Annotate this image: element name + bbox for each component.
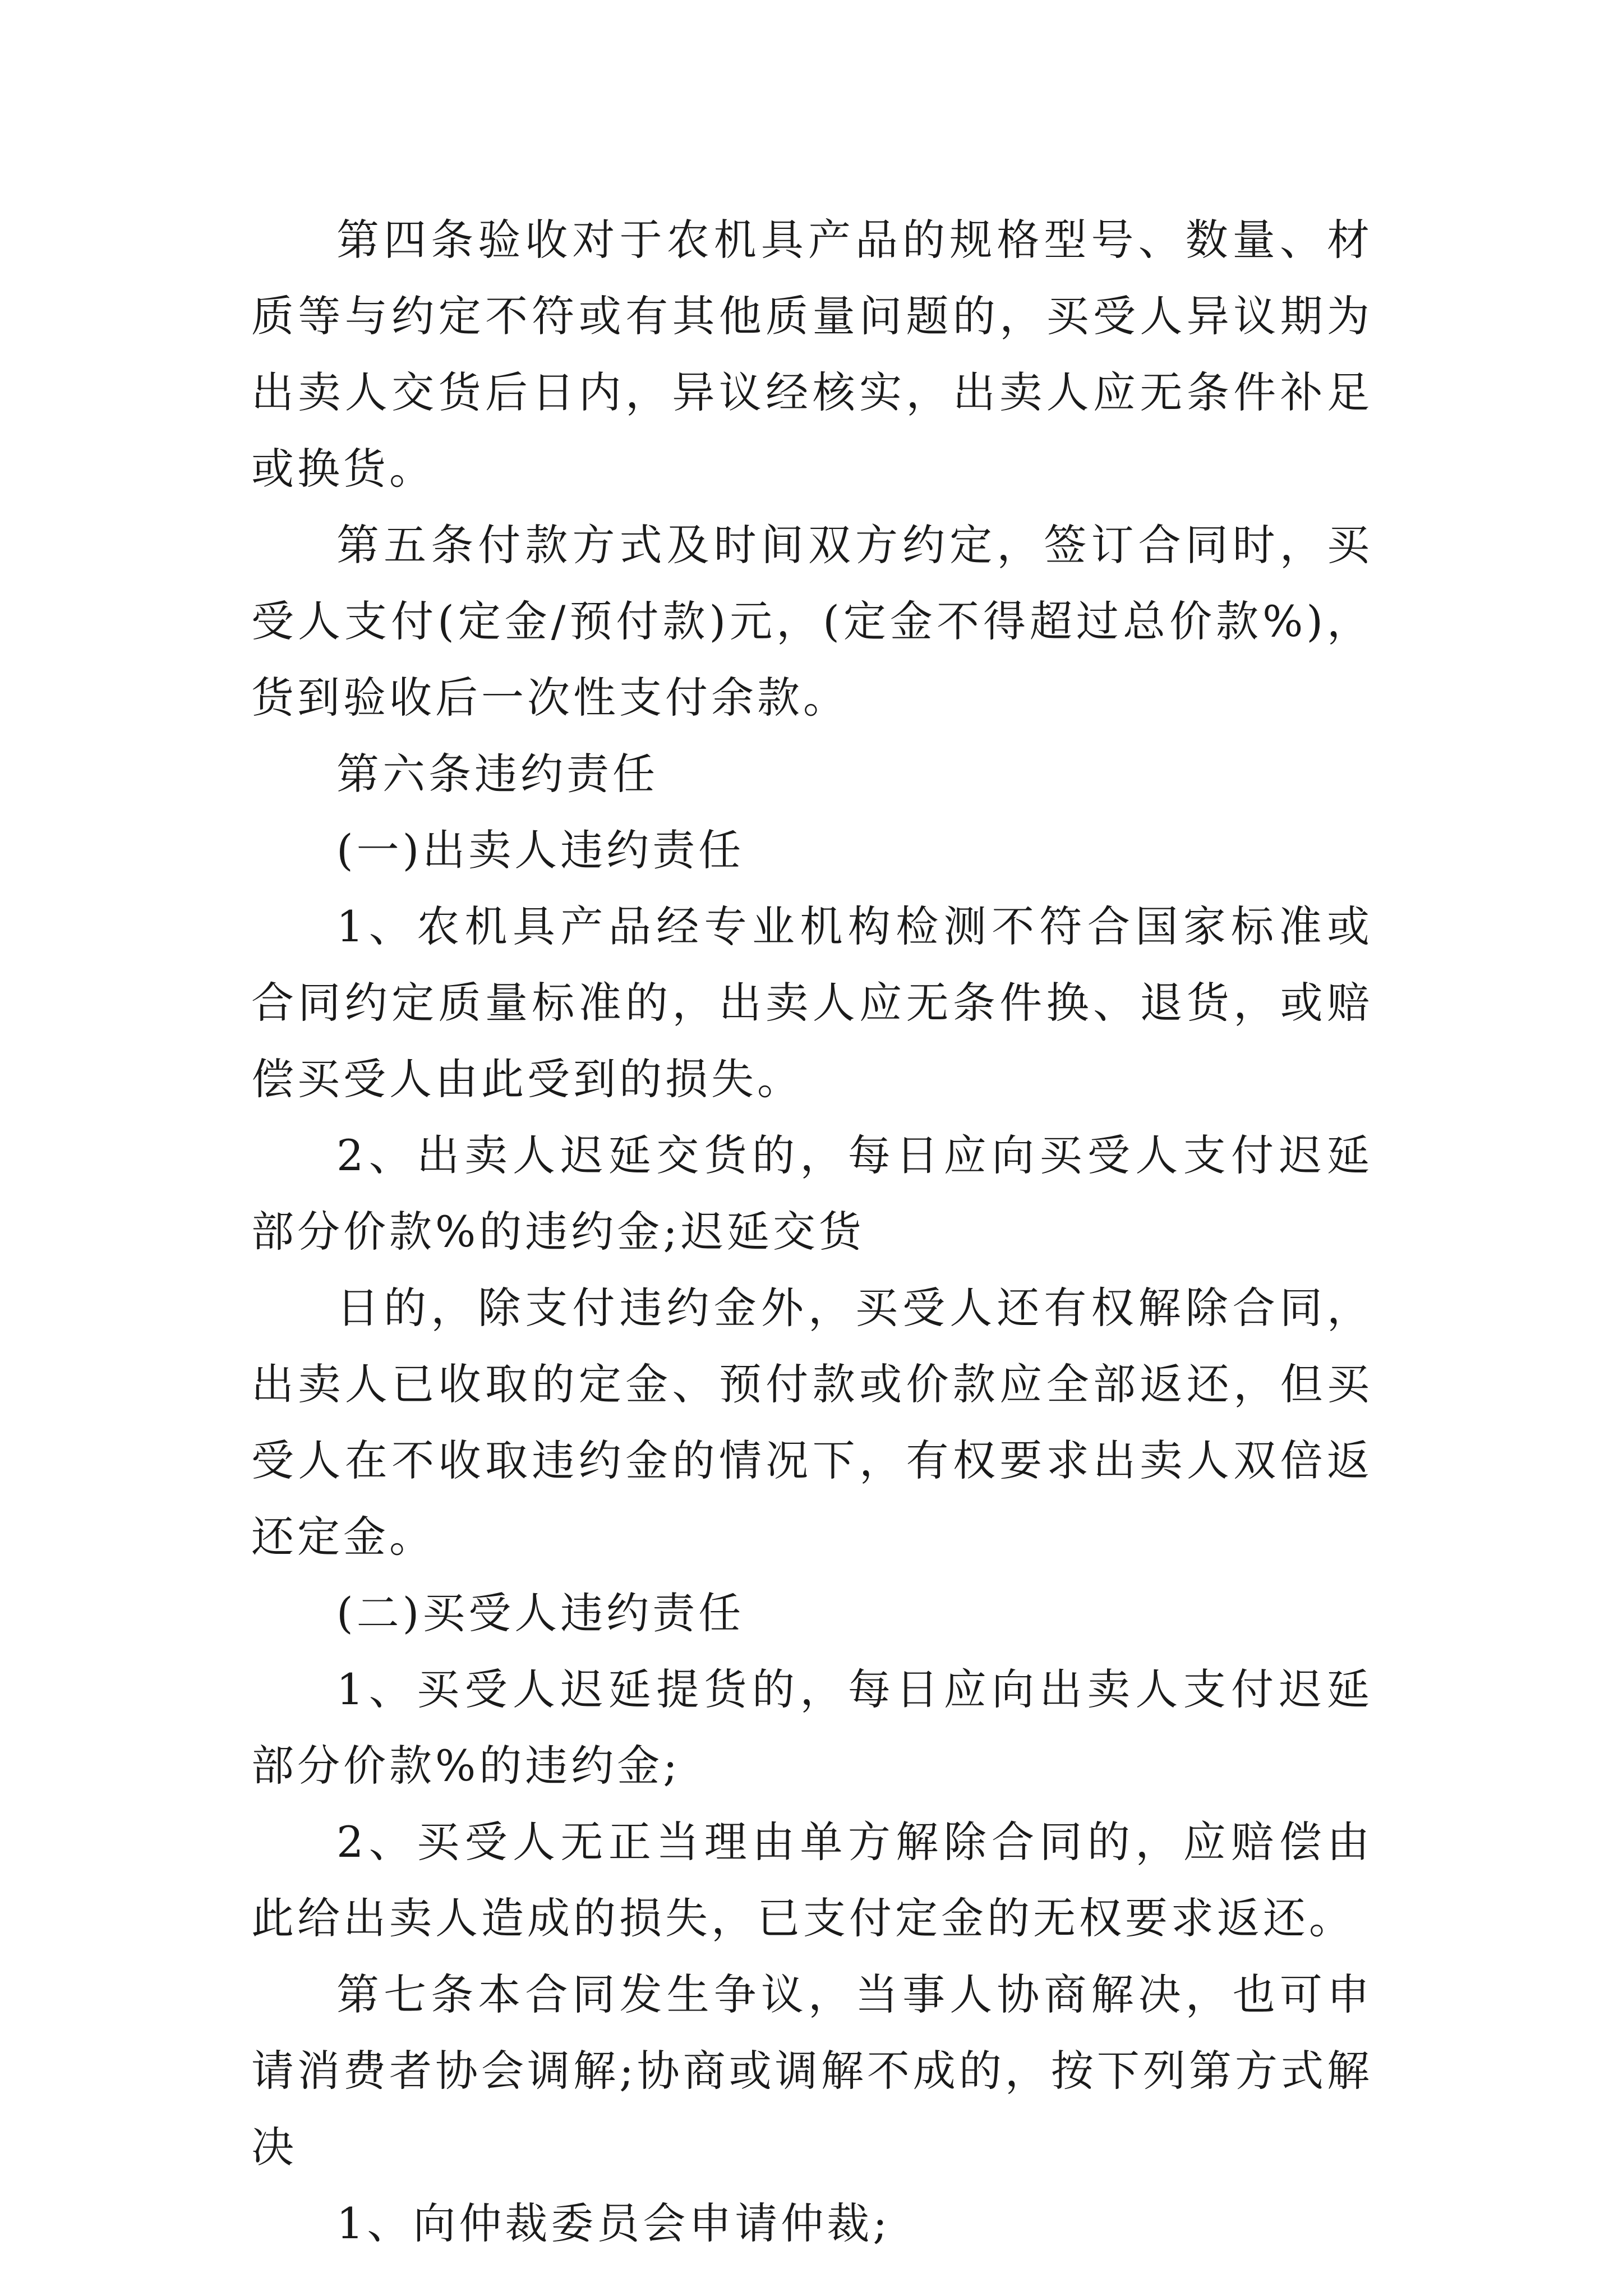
paragraph-buyer-liability-heading: (二)买受人违约责任 (336, 1588, 745, 1638)
paragraph-buyer-item-2: 2、买受人无正当理由单方解除合同的，应赔偿由此给出卖人造成的损失，已支付定金的无权要求返还。 (251, 1817, 1373, 1943)
paragraph-article-5: 第五条付款方式及时间双方约定，签订合同时，买受人支付(定金/预付款)元，(定金不得超过总价款%)，货到验收后一次性支付余款。 (251, 520, 1373, 723)
paragraph-article-6-heading: 第六条违约责任 (336, 749, 658, 799)
paragraph-article-4: 第四条验收对于农机具产品的规格型号、数量、材质等与约定不符或有其他质量问题的，买受人异议期为出卖人交货后日内，异议经核实，出卖人应无条件补足或换货。 (251, 215, 1373, 494)
paragraph-dispute-option-1: 1、向仲裁委员会申请仲裁; (336, 2198, 891, 2248)
paragraph-seller-item-1: 1、农机具产品经专业机构检测不符合国家标准或合同约定质量标准的，出卖人应无条件换、退货，或赔偿买受人由此受到的损失。 (251, 901, 1373, 1104)
paragraph-seller-liability-heading: (一)出卖人违约责任 (336, 825, 745, 875)
paragraph-buyer-item-1: 1、买受人迟延提货的，每日应向出卖人支付迟延部分价款%的违约金; (251, 1664, 1373, 1791)
paragraph-seller-item-2: 2、出卖人迟延交货的，每日应向买受人支付迟延部分价款%的违约金;迟延交货 (251, 1130, 1373, 1257)
paragraph-article-7: 第七条本合同发生争议，当事人协商解决，也可申请消费者协会调解;协商或调解不成的，按下列第方式解决 (251, 1970, 1373, 2172)
paragraph-seller-item-2-continued: 日的，除支付违约金外，买受人还有权解除合同，出卖人已收取的定金、预付款或价款应全部返还，但买受人在不收取违约金的情况下，有权要求出卖人双倍返还定金。 (251, 1283, 1373, 1562)
document-body (251, 202, 1373, 2262)
